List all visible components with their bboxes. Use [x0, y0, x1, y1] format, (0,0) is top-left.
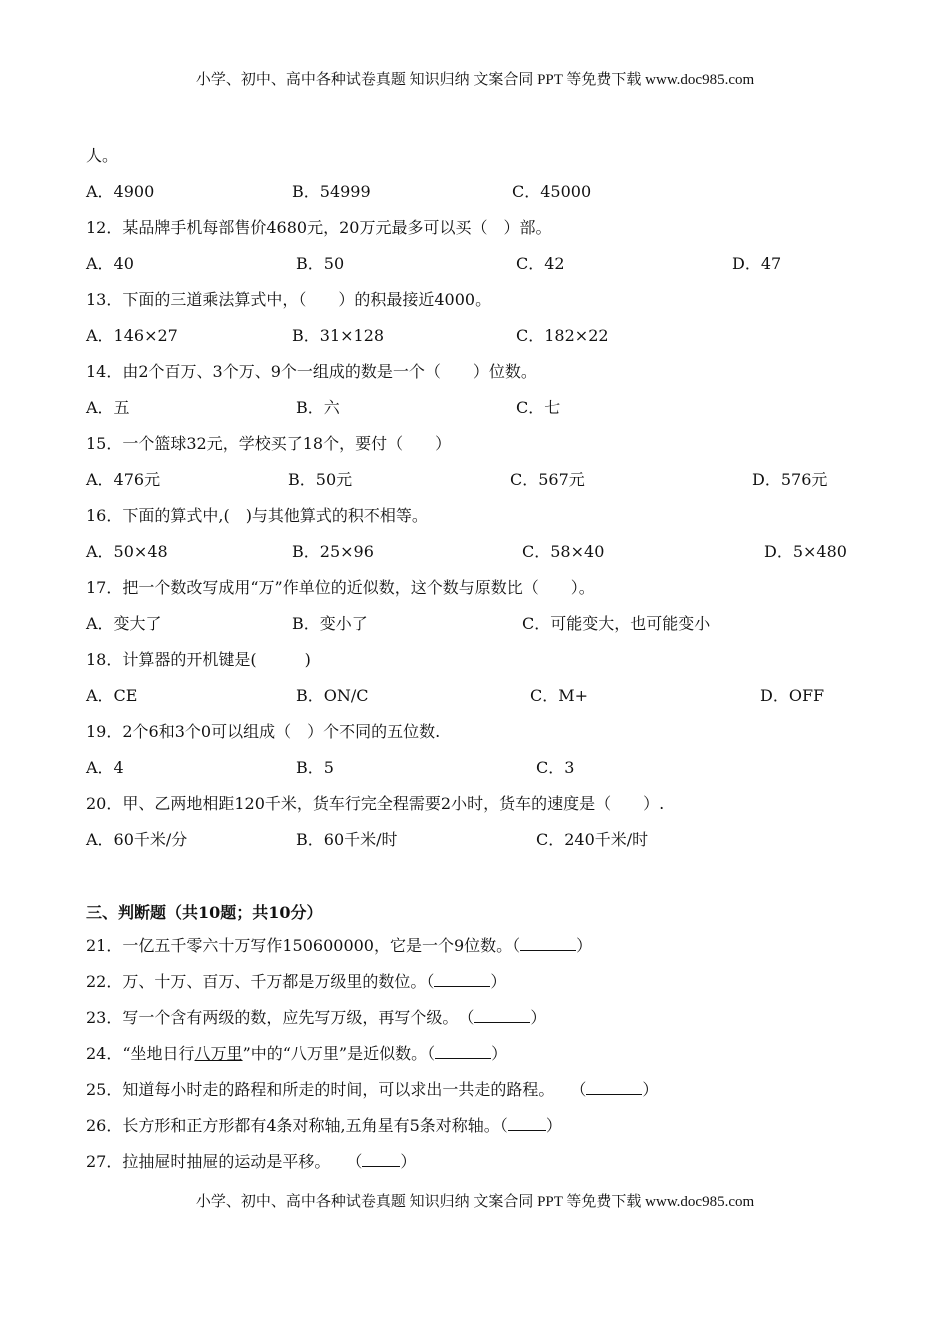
q20-option-b: B．60千米/时: [296, 830, 398, 849]
q16-option-d: D．5×480: [764, 542, 847, 561]
judge-item-22: [86, 972, 506, 992]
q15-option-a: A．476元: [86, 470, 161, 489]
q20-option-c: C．240千米/时: [536, 830, 649, 849]
answer-blank[interactable]: [434, 972, 490, 987]
answer-blank[interactable]: [508, 1116, 546, 1131]
judge-item-close: ）: [490, 972, 507, 991]
underlined-phrase: 八万里: [194, 1044, 243, 1063]
q12-option-b: B．50: [296, 254, 345, 273]
q18-option-d: D．OFF: [760, 686, 825, 705]
q13-option-c: C．182×22: [516, 326, 609, 345]
q12-option-d: D．47: [732, 254, 782, 273]
judge-item-text: 23．写一个含有两级的数，应先写万级，再写个级。 （: [86, 1008, 475, 1027]
q19-option-b: B．5: [296, 758, 334, 777]
judge-item-close: ）: [576, 936, 593, 955]
judge-item-close: ）: [400, 1152, 417, 1171]
q18-option-a: A．CE: [86, 686, 138, 705]
q15-option-c: C．567元: [510, 470, 585, 489]
q16-option-a: A．50×48: [86, 542, 168, 561]
q12-option-c: C．42: [516, 254, 565, 273]
judge-item-text: 21．一亿五千零六十万写作150600000，它是一个9位数。（: [86, 936, 521, 955]
q17-option-b: B．变小了: [292, 614, 368, 633]
answer-blank[interactable]: [520, 936, 576, 951]
q18-text: 18．计算器的开机键是( ): [86, 650, 311, 669]
q19-option-c: C．3: [536, 758, 575, 777]
judge-item-text: 27．拉抽屉时抽屉的运动是平移。 （: [86, 1152, 363, 1171]
q19-option-a: A．4: [86, 758, 124, 777]
page-header: 小学、初中、高中各种试卷真题 知识归纳 文案合同 PPT 等免费下载 www.doc985.com: [195, 72, 755, 88]
judge-item-24: [86, 1044, 507, 1064]
judge-item-25: [86, 1080, 658, 1100]
judge-item-text: 26．长方形和正方形都有4条对称轴,五角星有5条对称轴。（: [86, 1116, 508, 1135]
judge-item-close: ）: [545, 1116, 562, 1135]
judge-item-text: 24．“坐地日行: [86, 1044, 195, 1063]
answer-blank[interactable]: [435, 1044, 491, 1059]
q11-option-c: C．45000: [512, 182, 592, 201]
q17-text: 17．把一个数改写成用“万”作单位的近似数，这个数与原数比（ ）。: [86, 578, 595, 597]
q13-option-a: A．146×27: [86, 326, 178, 345]
q12-text: 12．某品牌手机每部售价4680元，20万元最多可以买（ ）部。: [86, 218, 552, 237]
q14-option-b: B．六: [296, 398, 340, 417]
q14-option-a: A．五: [86, 398, 130, 417]
judge-item-close: ）: [491, 1044, 508, 1063]
carry-over-text: 人。: [86, 146, 119, 165]
q11-option-a: A．4900: [86, 182, 155, 201]
q12-option-a: A．40: [86, 254, 134, 273]
answer-blank[interactable]: [474, 1008, 530, 1023]
q11-option-b: B．54999: [292, 182, 371, 201]
judge-item-26: [86, 1116, 562, 1136]
page-footer: 小学、初中、高中各种试卷真题 知识归纳 文案合同 PPT 等免费下载 www.doc985.com: [195, 1194, 755, 1210]
section-title: 三、判断题（共10题；共10分）: [86, 903, 323, 922]
q15-text: 15．一个篮球32元，学校买了18个，要付（ ）: [86, 434, 452, 453]
q18-option-c: C．M+: [530, 686, 589, 705]
q13-option-b: B．31×128: [292, 326, 385, 345]
q15-option-d: D．576元: [752, 470, 828, 489]
answer-blank[interactable]: [586, 1080, 642, 1095]
q20-text: 20．甲、乙两地相距120千米，货车行完全程需要2小时，货车的速度是（ ）.: [86, 794, 665, 813]
q16-option-b: B．25×96: [292, 542, 374, 561]
judge-item-23: [86, 1008, 546, 1028]
q20-option-a: A．60千米/分: [86, 830, 188, 849]
q17-option-c: C．可能变大，也可能变小: [522, 614, 711, 633]
q17-option-a: A．变大了: [86, 614, 162, 633]
q15-option-b: B．50元: [288, 470, 353, 489]
judge-item-text: 25．知道每小时走的路程和所走的时间，可以求出一共走的路程。 （: [86, 1080, 587, 1099]
judge-item-close: ）: [530, 1008, 547, 1027]
judge-item-close: ）: [642, 1080, 659, 1099]
q19-text: 19．2个6和3个0可以组成（ ）个不同的五位数.: [86, 722, 441, 741]
judge-item-rest: ”中的“八万里”是近似数。（: [242, 1044, 436, 1063]
judge-item-21: [86, 936, 592, 956]
q14-text: 14．由2个百万、3个万、9个一组成的数是一个（ ）位数。: [86, 362, 537, 381]
q14-option-c: C．七: [516, 398, 561, 417]
answer-blank[interactable]: [362, 1152, 400, 1167]
judge-item-text: 22．万、十万、百万、千万都是万级里的数位。（: [86, 972, 435, 991]
q16-text: 16．下面的算式中,( )与其他算式的积不相等。: [86, 506, 428, 525]
q18-option-b: B．ON/C: [296, 686, 369, 705]
judge-item-27: [86, 1152, 416, 1172]
q13-text: 13．下面的三道乘法算式中，（ ）的积最接近4000。: [86, 290, 492, 309]
q16-option-c: C．58×40: [522, 542, 605, 561]
